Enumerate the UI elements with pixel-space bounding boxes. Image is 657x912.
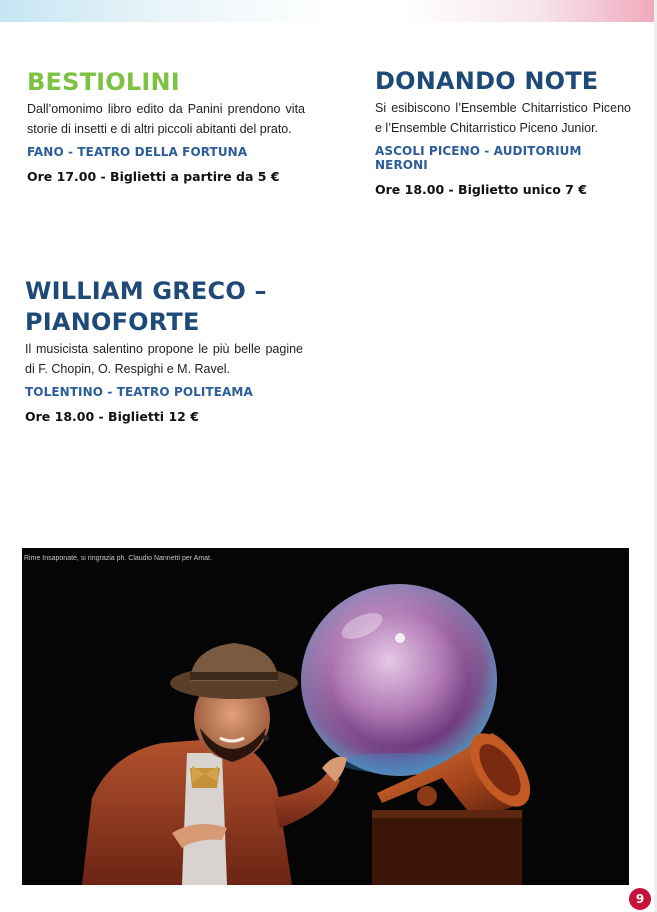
event-description: Dall’omonimo libro edito da Panini prendono vita storie di insetti e di altri piccoli abitanti del prato.	[27, 102, 305, 136]
event-time: Ore 18.00 - Biglietti 12 €	[25, 409, 199, 424]
performer-illustration	[22, 548, 629, 885]
event-title: BESTIOLINI	[27, 68, 180, 96]
event-title: WILLIAM GRECO – PIANOFORTE	[25, 277, 267, 336]
event-venue: ASCOLI PICENO - AUDITORIUM NERONI	[375, 144, 582, 172]
performer-photo	[22, 548, 629, 885]
page-number-badge: 9	[629, 888, 651, 910]
event-william-greco	[25, 276, 303, 424]
event-title: DONANDO NOTE	[375, 67, 599, 95]
event-venue: TOLENTINO - TEATRO POLITEAMA	[25, 385, 253, 399]
gramophone-box	[372, 810, 522, 885]
event-description: Il musicista salentino propone le più belle pagine di F. Chopin, O. Respighi e M. Ravel.	[25, 342, 303, 376]
event-time: Ore 18.00 - Biglietto unico 7 €	[375, 182, 587, 197]
decorative-top-band	[0, 0, 657, 22]
event-description: Si esibiscono l’Ensemble Chitarristico Piceno e l’Ensemble Chitarristico Piceno Junior.	[375, 101, 631, 135]
event-donando-note	[375, 66, 631, 197]
photo-credit: Rime Insaponate, si ringrazia ph. Claudio Nannetti per Amat.	[24, 555, 212, 562]
event-time: Ore 17.00 - Biglietti a partire da 5 €	[27, 169, 280, 184]
event-bestiolini	[27, 67, 305, 184]
event-venue: FANO - TEATRO DELLA FORTUNA	[27, 145, 248, 159]
